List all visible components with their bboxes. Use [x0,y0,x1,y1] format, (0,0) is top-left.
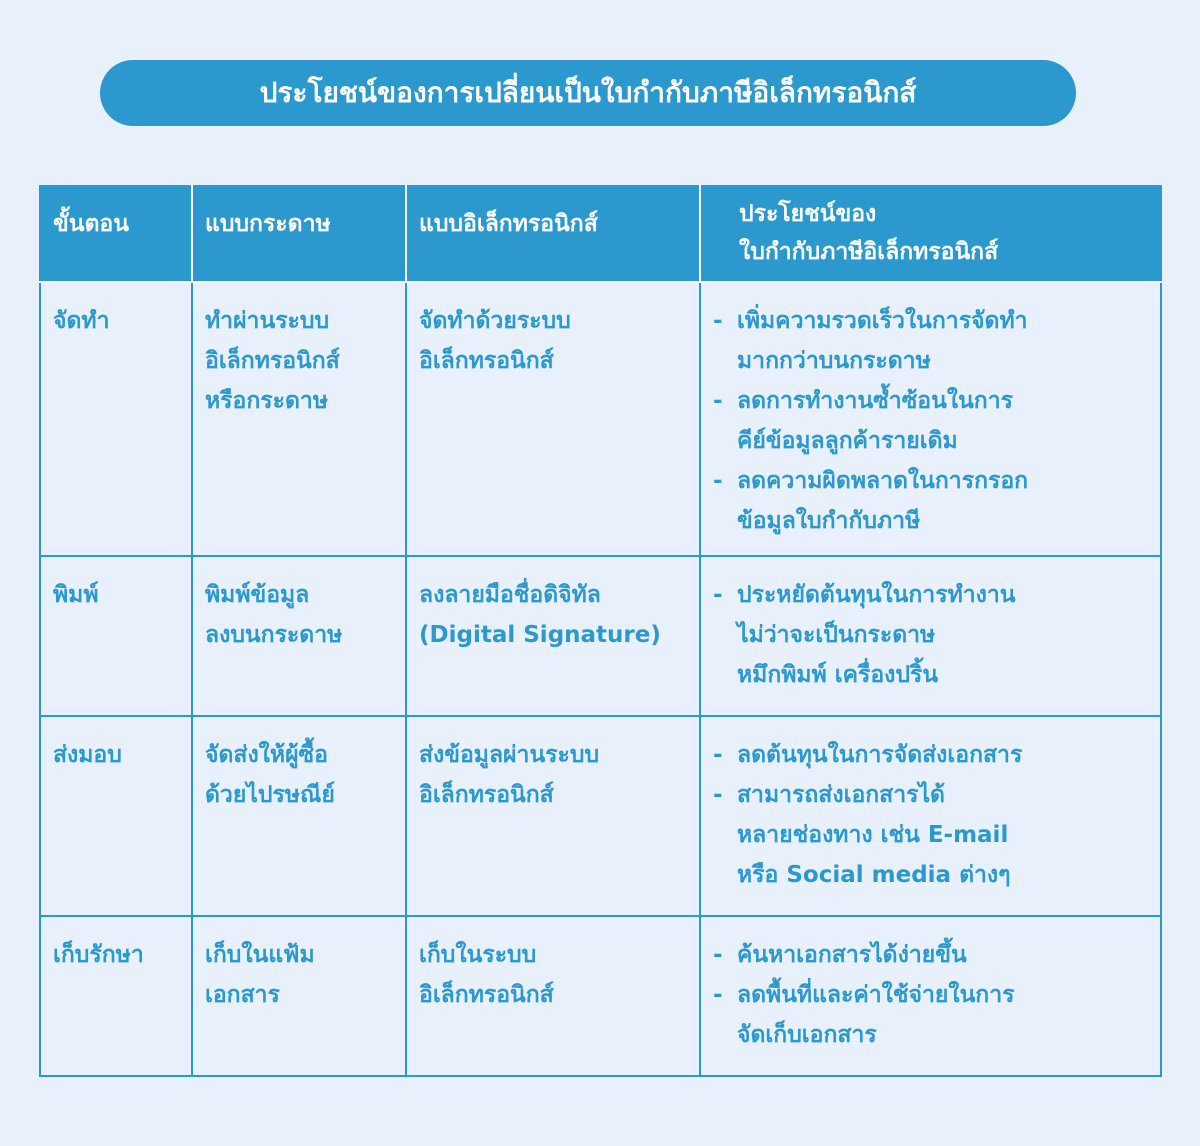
benefits-cell [700,282,1161,556]
benefit-line: หรือ Social media ต่างๆ [737,862,1011,888]
bullet-dash: - [713,388,723,414]
comparison-table [39,185,1162,1077]
paper-cell [192,716,406,916]
bullet-dash: - [713,468,723,494]
benefit-line: สามารถส่งเอกสารได้ [737,782,945,808]
benefits-cell [700,556,1161,716]
step-cell [40,716,192,916]
cell-line: พิมพ์ข้อมูล [205,582,310,608]
cell-line: ทำผ่านระบบ [205,308,330,334]
step-cell [40,556,192,716]
bullet-dash: - [713,742,723,768]
benefit-item [713,381,1148,461]
paper-cell [192,556,406,716]
benefit-line: ไม่ว่าจะเป็นกระดาษ [737,622,936,648]
benefit-item [713,575,1148,695]
bullet-dash: - [713,582,723,608]
cell-line: อิเล็กทรอนิกส์ [419,982,554,1008]
table-row [40,916,1161,1076]
benefit-line: หมึกพิมพ์ เครื่องปริ้น [737,662,939,688]
cell-line: เก็บในแฟ้ม [205,942,315,968]
step-label: เก็บรักษา [53,942,144,968]
electronic-cell [406,556,700,716]
bullet-dash: - [713,982,723,1008]
benefit-item [713,735,1148,775]
cell-line: อิเล็กทรอนิกส์ [419,348,554,374]
electronic-cell [406,716,700,916]
benefits-list [713,935,1148,1055]
cell-line: อิเล็กทรอนิกส์ [205,348,340,374]
benefit-line: เพิ่มความรวดเร็วในการจัดทำ [737,308,1028,334]
benefit-line: ข้อมูลใบกำกับภาษี [737,508,921,534]
benefits-list [713,575,1148,695]
bullet-dash: - [713,308,723,334]
paper-cell [192,916,406,1076]
table-row [40,556,1161,716]
paper-cell [192,282,406,556]
benefit-item [713,301,1148,381]
page-title [100,60,1076,126]
cell-line: ส่งข้อมูลผ่านระบบ [419,742,600,768]
benefit-item [713,461,1148,541]
benefit-line: หลายช่องทาง เช่น E-mail [737,822,1009,848]
benefit-line: ลดการทำงานซ้ำซ้อนในการ [737,388,1013,414]
cell-line: อิเล็กทรอนิกส์ [419,782,554,808]
benefit-line: ลดพื้นที่และค่าใช้จ่ายในการ [737,982,1015,1008]
benefit-line: ลดความผิดพลาดในการกรอก [737,468,1029,494]
header-paper [192,186,406,282]
step-label: พิมพ์ [53,582,99,608]
header-line: แบบกระดาษ [205,211,331,237]
header-line: ประโยชน์ของ [739,201,877,227]
table-row [40,282,1161,556]
cell-line: จัดส่งให้ผู้ซื้อ [205,742,328,768]
cell-line: ลงบนกระดาษ [205,622,343,648]
header-step [40,186,192,282]
electronic-cell [406,282,700,556]
benefit-item [713,975,1148,1055]
electronic-cell [406,916,700,1076]
benefits-cell [700,916,1161,1076]
benefit-item [713,935,1148,975]
benefits-list [713,735,1148,895]
bullet-dash: - [713,942,723,968]
step-cell [40,916,192,1076]
table-header-row [40,186,1161,282]
benefits-cell [700,716,1161,916]
header-line: แบบอิเล็กทรอนิกส์ [419,211,598,237]
bullet-dash: - [713,782,723,808]
header-line: ใบกำกับภาษีอิเล็กทรอนิกส์ [739,239,999,265]
benefit-line: คีย์ข้อมูลลูกค้ารายเดิม [737,428,958,454]
step-cell [40,282,192,556]
step-label: จัดทำ [53,308,110,334]
benefits-list [713,301,1148,541]
benefit-line: มากกว่าบนกระดาษ [737,348,931,374]
benefit-line: จัดเก็บเอกสาร [737,1022,877,1048]
benefit-line: ค้นหาเอกสารได้ง่ายขึ้น [737,942,967,968]
cell-line: หรือกระดาษ [205,388,328,414]
header-electronic [406,186,700,282]
cell-line: ลงลายมือชื่อดิจิทัล [419,582,601,608]
table-row [40,716,1161,916]
benefit-line: ประหยัดต้นทุนในการทำงาน [737,582,1016,608]
cell-line: ด้วยไปรษณีย์ [205,782,335,808]
cell-line: เก็บในระบบ [419,942,537,968]
header-line: ขั้นตอน [53,211,129,237]
benefit-item [713,775,1148,895]
page-title-text: ประโยชน์ของการเปลี่ยนเป็นใบกำกับภาษีอิเล็กทรอนิกส์ [259,76,917,109]
cell-line: (Digital Signature) [419,622,661,648]
header-benefits [700,186,1161,282]
step-label: ส่งมอบ [53,742,122,768]
cell-line: จัดทำด้วยระบบ [419,308,571,334]
cell-line: เอกสาร [205,982,280,1008]
benefit-line: ลดต้นทุนในการจัดส่งเอกสาร [737,742,1023,768]
